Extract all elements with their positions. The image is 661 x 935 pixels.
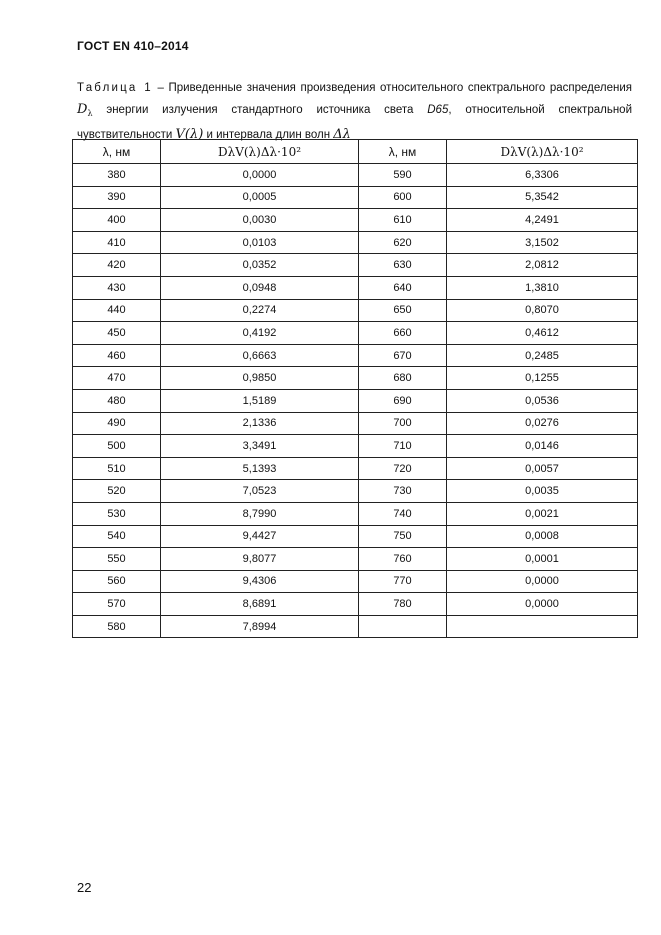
product-value-cell: 9,8077 xyxy=(161,548,359,571)
wavelength-column-header: λ, нм xyxy=(359,140,447,164)
product-value-cell: 0,0001 xyxy=(447,548,638,571)
table-row xyxy=(73,164,638,187)
wavelength-cell: 510 xyxy=(73,457,161,480)
table-row xyxy=(73,525,638,548)
product-value-cell: 5,3542 xyxy=(447,186,638,209)
table-row xyxy=(73,457,638,480)
product-value-cell: 0,0057 xyxy=(447,457,638,480)
product-value-cell: 2,0812 xyxy=(447,254,638,277)
product-value-cell: 3,1502 xyxy=(447,231,638,254)
wavelength-cell: 470 xyxy=(73,367,161,390)
product-column-header: DλV(λ)Δλ·10² xyxy=(447,140,638,164)
product-value-cell: 0,9850 xyxy=(161,367,359,390)
wavelength-cell: 560 xyxy=(73,570,161,593)
wavelength-cell: 570 xyxy=(73,593,161,616)
product-value-cell xyxy=(447,615,638,638)
product-value-cell: 0,4612 xyxy=(447,322,638,345)
spectral-data-table xyxy=(72,139,638,638)
table-row xyxy=(73,344,638,367)
wavelength-cell: 640 xyxy=(359,276,447,299)
v-lambda-symbol: V(λ) xyxy=(175,127,204,142)
product-value-cell: 2,1336 xyxy=(161,412,359,435)
wavelength-cell: 650 xyxy=(359,299,447,322)
product-value-cell: 9,4427 xyxy=(161,525,359,548)
table-row xyxy=(73,548,638,571)
wavelength-cell: 540 xyxy=(73,525,161,548)
product-value-cell: 0,0030 xyxy=(161,209,359,232)
wavelength-cell: 580 xyxy=(73,615,161,638)
wavelength-cell: 450 xyxy=(73,322,161,345)
product-value-cell: 3,3491 xyxy=(161,435,359,458)
wavelength-cell xyxy=(359,615,447,638)
product-value-cell: 9,4306 xyxy=(161,570,359,593)
wavelength-cell: 480 xyxy=(73,389,161,412)
wavelength-cell: 780 xyxy=(359,593,447,616)
wavelength-cell: 740 xyxy=(359,502,447,525)
wavelength-cell: 460 xyxy=(73,344,161,367)
wavelength-cell: 660 xyxy=(359,322,447,345)
product-value-cell: 0,4192 xyxy=(161,322,359,345)
caption-text-1: – Приведенные значения произведения относительного спектрального распределения xyxy=(152,82,633,94)
product-value-cell: 4,2491 xyxy=(447,209,638,232)
wavelength-cell: 610 xyxy=(359,209,447,232)
delta-lambda-symbol: Δλ xyxy=(333,127,351,142)
product-value-cell: 0,0146 xyxy=(447,435,638,458)
product-value-cell: 0,2274 xyxy=(161,299,359,322)
product-value-cell: 8,6891 xyxy=(161,593,359,616)
table-row xyxy=(73,570,638,593)
wavelength-cell: 500 xyxy=(73,435,161,458)
product-value-cell: 1,5189 xyxy=(161,389,359,412)
table-row xyxy=(73,593,638,616)
wavelength-cell: 670 xyxy=(359,344,447,367)
table-row xyxy=(73,209,638,232)
wavelength-cell: 420 xyxy=(73,254,161,277)
table-header-row xyxy=(73,140,638,164)
product-value-cell: 0,0103 xyxy=(161,231,359,254)
wavelength-cell: 770 xyxy=(359,570,447,593)
wavelength-cell: 530 xyxy=(73,502,161,525)
page-number: 22 xyxy=(77,880,92,895)
d-lambda-symbol: $D_\lambda$ xyxy=(77,102,93,118)
product-value-cell: 0,6663 xyxy=(161,344,359,367)
illuminant-label: D65 xyxy=(427,104,449,116)
table-row xyxy=(73,299,638,322)
wavelength-cell: 430 xyxy=(73,276,161,299)
table-row xyxy=(73,231,638,254)
product-value-cell: 0,0005 xyxy=(161,186,359,209)
product-value-cell: 0,1255 xyxy=(447,367,638,390)
table-caption xyxy=(77,78,632,146)
wavelength-cell: 380 xyxy=(73,164,161,187)
wavelength-cell: 410 xyxy=(73,231,161,254)
table-row xyxy=(73,502,638,525)
document-header: ГОСТ EN 410–2014 xyxy=(77,39,189,53)
product-value-cell: 1,3810 xyxy=(447,276,638,299)
product-value-cell: 0,0021 xyxy=(447,502,638,525)
product-value-cell: 0,0008 xyxy=(447,525,638,548)
product-value-cell: 0,0276 xyxy=(447,412,638,435)
wavelength-cell: 620 xyxy=(359,231,447,254)
wavelength-cell: 390 xyxy=(73,186,161,209)
product-value-cell: 0,0948 xyxy=(161,276,359,299)
table-row xyxy=(73,480,638,503)
product-value-cell: 0,2485 xyxy=(447,344,638,367)
wavelength-cell: 550 xyxy=(73,548,161,571)
wavelength-cell: 600 xyxy=(359,186,447,209)
table-row xyxy=(73,412,638,435)
product-value-cell: 8,7990 xyxy=(161,502,359,525)
product-column-header: DλV(λ)Δλ·10² xyxy=(161,140,359,164)
table-caption-prefix: Таблица 1 xyxy=(77,82,153,94)
table-row xyxy=(73,276,638,299)
wavelength-cell: 400 xyxy=(73,209,161,232)
product-value-cell: 0,0536 xyxy=(447,389,638,412)
wavelength-cell: 750 xyxy=(359,525,447,548)
table-row xyxy=(73,254,638,277)
product-value-cell: 5,1393 xyxy=(161,457,359,480)
product-value-cell: 0,0000 xyxy=(447,593,638,616)
wavelength-column-header: λ, нм xyxy=(73,140,161,164)
caption-text-2: энергии излучения стандартного источника света xyxy=(92,104,428,116)
wavelength-cell: 630 xyxy=(359,254,447,277)
product-value-cell: 7,8994 xyxy=(161,615,359,638)
product-value-cell: 0,0000 xyxy=(447,570,638,593)
product-value-cell: 0,8070 xyxy=(447,299,638,322)
wavelength-cell: 700 xyxy=(359,412,447,435)
product-value-cell: 0,0000 xyxy=(161,164,359,187)
table-row xyxy=(73,186,638,209)
wavelength-cell: 720 xyxy=(359,457,447,480)
wavelength-cell: 440 xyxy=(73,299,161,322)
product-value-cell: 0,0035 xyxy=(447,480,638,503)
caption-text-4: и интервала длин волн xyxy=(203,129,334,141)
caption-text-3: , относительной спектральной чувствительности xyxy=(77,104,632,141)
table-row xyxy=(73,322,638,345)
wavelength-cell: 520 xyxy=(73,480,161,503)
table-row xyxy=(73,367,638,390)
wavelength-cell: 690 xyxy=(359,389,447,412)
table-row xyxy=(73,389,638,412)
wavelength-cell: 590 xyxy=(359,164,447,187)
product-value-cell: 7,0523 xyxy=(161,480,359,503)
wavelength-cell: 490 xyxy=(73,412,161,435)
product-value-cell: 6,3306 xyxy=(447,164,638,187)
table-row xyxy=(73,435,638,458)
wavelength-cell: 710 xyxy=(359,435,447,458)
wavelength-cell: 730 xyxy=(359,480,447,503)
table-row xyxy=(73,615,638,638)
wavelength-cell: 680 xyxy=(359,367,447,390)
product-value-cell: 0,0352 xyxy=(161,254,359,277)
table-body xyxy=(73,164,638,638)
wavelength-cell: 760 xyxy=(359,548,447,571)
